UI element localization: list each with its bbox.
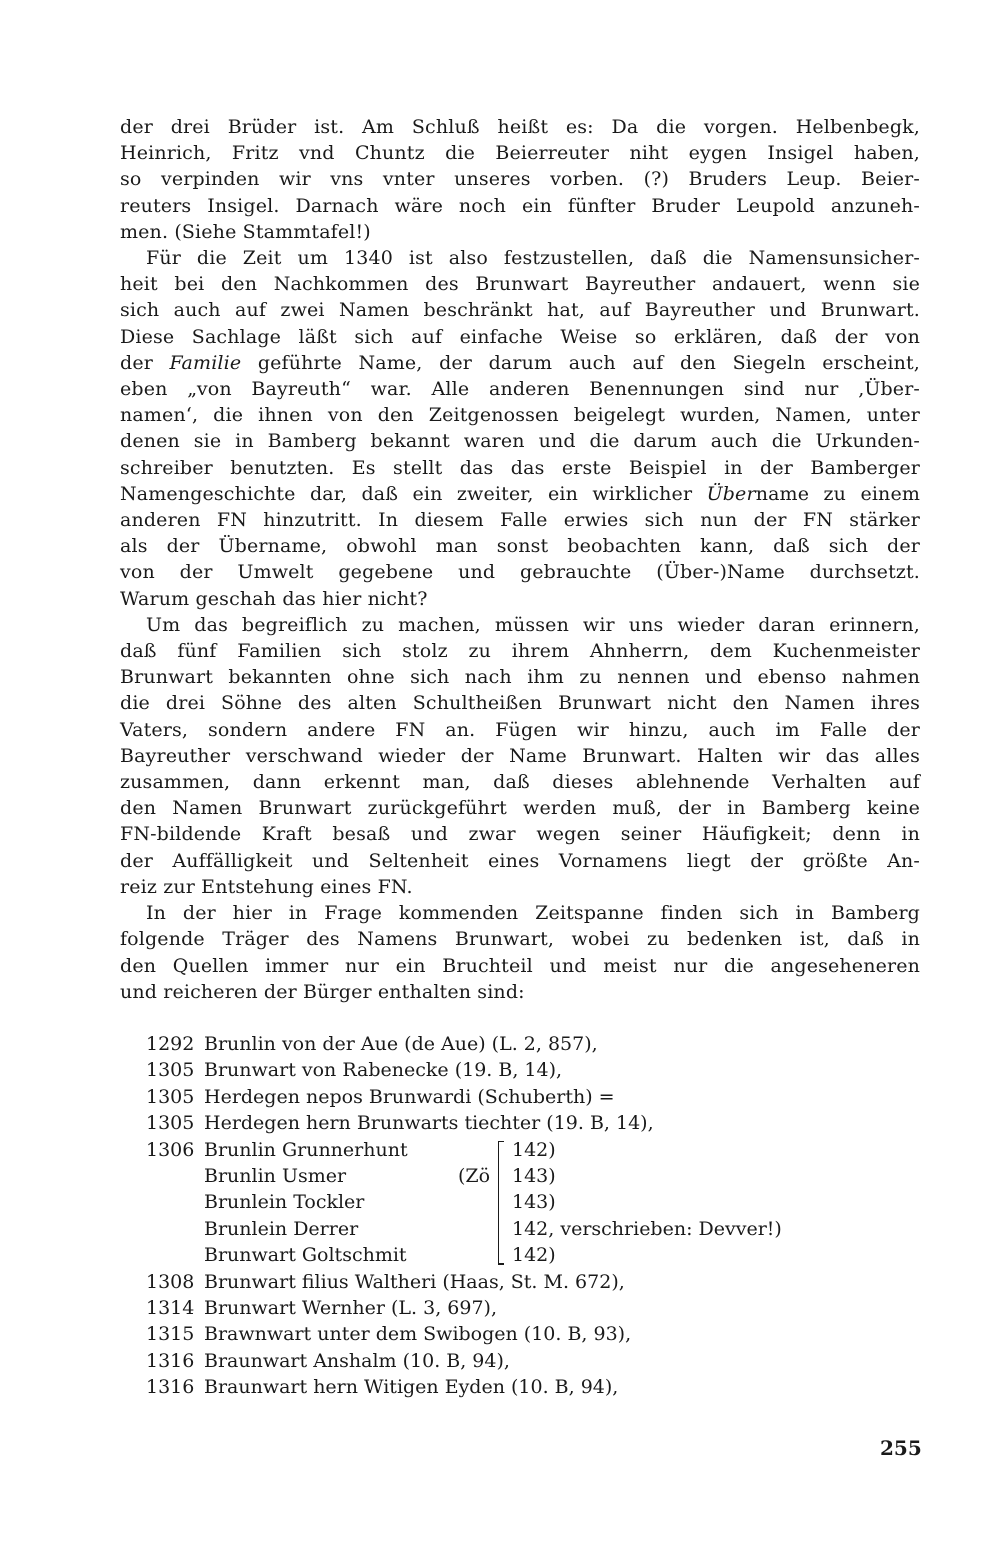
entry-text: Brawnwart unter dem Swibogen (10. B, 93), [204,1323,632,1346]
entry-year: 1305 [146,1085,195,1108]
paragraph [120,245,920,612]
entry-ref: 143) [512,1165,556,1188]
text-line: In der hier in Frage kommenden Zeitspanne finden sich in Bamberg [146,902,920,925]
text-line: zusammen, dann erkennt man, daß dieses ablehnende Verhalten auf [120,771,920,794]
text-line: heit bei den Nachkommen des Brunwart Bayreuther andauert, wenn sie [120,273,920,296]
list-item [146,1269,886,1295]
brace-icon [498,1141,509,1265]
paragraph [120,900,920,1005]
entry-text: Brunwart filius Waltheri (Haas, St. M. 672), [204,1270,625,1293]
entry-year: 1315 [146,1323,195,1346]
list-item [146,1084,886,1110]
list-item [146,1321,886,1347]
list-item [146,1057,886,1083]
entry-year: 1316 [146,1376,195,1399]
entry-ref: 142) [512,1138,556,1161]
group-row [146,1163,886,1189]
paragraph [120,114,920,245]
source-abbrev: (Zö [458,1165,491,1188]
entry-year: 1306 [146,1138,195,1161]
entry-text: Braunwart Anshalm (10. B, 94), [204,1349,510,1372]
group-row [146,1189,886,1215]
text-line: Namengeschichte dar, daß ein zweiter, ein wirklicher Übername zu einem [120,482,921,505]
entry-year: 1314 [146,1297,195,1320]
text-line: schreiber benutzten. Es stellt das das erste Beispiel in der Bamberger [120,456,920,479]
text-line: eben „von Bayreuth“ war. Alle anderen Benennungen sind nur ‚Über- [120,378,920,401]
entry-year: 1308 [146,1270,195,1293]
text-line: so verpinden wir vns vnter unseres vorben. (?) Bruders Leup. Beier- [120,168,920,191]
entry-name: Brunlein Derrer [204,1217,359,1240]
paragraph [120,612,920,900]
text-line: Brunwart bekannten ohne sich nach ihm zu nennen und ebenso nahmen [120,666,920,689]
entry-ref: 142) [512,1244,556,1267]
text-line: sich auch auf zwei Namen beschränkt hat, auf Bayreuther und Brunwart. [120,299,920,322]
body-text [120,114,920,1005]
text-line: Bayreuther verschwand wieder der Name Brunwart. Halten wir das alles [120,744,920,767]
text-line: FN-bildende Kraft besaß und zwar wegen seiner Häufigkeit; denn in [120,823,920,846]
text-line: Heinrich, Fritz vnd Chuntz die Beierreuter niht eygen Insigel haben, [120,142,920,165]
text-line: den Quellen immer nur ein Bruchteil und meist nur die angeseheneren [120,954,920,977]
entry-ref: 143) [512,1191,556,1214]
group-row [146,1216,886,1242]
text-line: die drei Söhne des alten Schultheißen Brunwart nicht den Namen ihres [120,692,920,715]
text-line: Diese Sachlage läßt sich auf einfache Weise so erklären, daß der von [120,325,920,348]
entry-group-1306 [146,1137,886,1269]
list-item [146,1348,886,1374]
text-line: der Auffälligkeit und Seltenheit eines Vornamens liegt der größte An- [120,849,920,872]
text-line: folgende Träger des Namens Brunwart, wobei zu bedenken ist, daß in [120,928,920,951]
entry-year: 1292 [146,1033,195,1055]
list-item [146,1110,886,1136]
text-line: Um das begreiflich zu machen, müssen wir uns wieder daran erinnern, [146,613,920,636]
entry-name: Brunwart Goltschmit [204,1244,407,1267]
list-item [146,1031,886,1057]
group-row [146,1242,886,1268]
page-number: 255 [880,1436,922,1460]
list-item [146,1295,886,1321]
text-line: von der Umwelt gegebene und gebrauchte (Über-)Name durchsetzt. [120,561,920,584]
text-line: men. (Siehe Stammtafel!) [120,220,371,243]
text-line: reiz zur Entstehung eines FN. [120,875,413,898]
text-line: daß fünf Familien sich stolz zu ihrem Ahnherrn, dem Kuchenmeister [120,640,920,663]
entry-name: Brunlin Usmer [204,1165,347,1188]
name-list [146,1031,886,1401]
text-line: Für die Zeit um 1340 ist also festzustellen, daß die Namensunsicher- [146,247,920,270]
text-line: als der Übername, obwohl man sonst beobachten kann, daß sich der [120,535,920,558]
entry-ref: 142, verschrieben: Devver!) [512,1217,782,1240]
group-row [146,1137,886,1163]
entry-name: Brunlein Tockler [204,1191,365,1214]
entry-text: Brunlin von der Aue (de Aue) (L. 2, 857), [204,1033,598,1055]
text-line: der drei Brüder ist. Am Schluß heißt es: Da die vorgen. Helbenbegk, [120,116,920,138]
list-item [146,1374,886,1400]
text-line: anderen FN hinzutritt. In diesem Falle erwies sich nun der FN stärker [120,509,920,532]
entry-text: Brunwart Wernher (L. 3, 697), [204,1297,498,1320]
text-line: reuters Insigel. Darnach wäre noch ein fünfter Bruder Leupold anzuneh- [120,194,920,217]
entry-text: Braunwart hern Witigen Eyden (10. B, 94), [204,1376,619,1399]
text-line: den Namen Brunwart zurückgeführt werden muß, der in Bamberg keine [120,797,920,820]
text-line: Vaters, sondern andere FN an. Fügen wir hinzu, auch im Falle der [120,718,920,741]
text-line: der Familie geführte Name, der darum auch auf den Siegeln erscheint, [120,351,920,374]
entry-year: 1316 [146,1349,195,1372]
text-line: Warum geschah das hier nicht? [120,587,428,610]
text-line: und reicheren der Bürger enthalten sind: [120,980,525,1003]
entry-text: Herdegen hern Brunwarts tiechter (19. B, 14), [204,1112,654,1135]
text-line: denen sie in Bamberg bekannt waren und die darum auch die Urkunden- [120,430,920,453]
text-line: namen‘, die ihnen von den Zeitgenossen beigelegt wurden, Namen, unter [120,404,920,427]
entry-text: Brunwart von Rabenecke (19. B, 14), [204,1059,563,1082]
entry-name: Brunlin Grunnerhunt [204,1138,408,1161]
entry-year: 1305 [146,1059,195,1082]
entry-year: 1305 [146,1112,195,1135]
entry-text: Herdegen nepos Brunwardi (Schuberth) = [204,1085,615,1108]
